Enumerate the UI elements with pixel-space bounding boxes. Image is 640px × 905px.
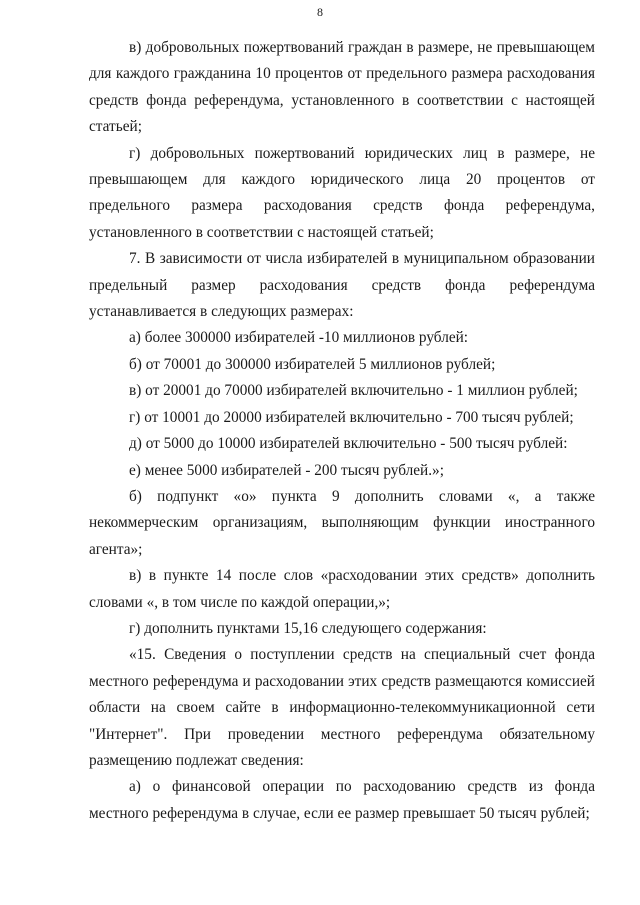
paragraph-subitem-v: в) в пункте 14 после слов «расходовании этих средств» дополнить словами «, в том числе по каждой операции,»; — [89, 567, 595, 611]
list-item-e: е) менее 5000 избирателей - 200 тысяч рублей.»; — [129, 461, 444, 479]
list-item-v: в) от 20001 до 70000 избирателей включительно - 1 миллион рублей; — [129, 382, 578, 400]
paragraph-subitem-b: б) подпункт «о» пункта 9 дополнить словами «, а также некоммерческим организациям, выполняющим функции иностранного агента»; — [89, 487, 595, 558]
list-item-b: б) от 70001 до 300000 избирателей 5 миллионов рублей; — [129, 355, 496, 373]
paragraph-donations-legal-entities: г) добровольных пожертвований юридических лиц в размере, не превышающем для каждого юридического лица 20 процентов от предельного размера расходования средств фонда референдума, установленного в соответствии с настоящей статьей; — [89, 144, 595, 241]
paragraph-item-15-a: а) о финансовой операции по расходованию средств из фонда местного референдума в случае, если ее размер превышает 50 тысяч рублей; — [89, 778, 595, 822]
list-item-d: д) от 5000 до 10000 избирателей включительно - 500 тысяч рублей: — [129, 435, 568, 453]
page-number: 8 — [317, 5, 323, 19]
paragraph-subitem-g: г) дополнить пунктами 15,16 следующего содержания: — [129, 619, 487, 637]
list-item-g: г) от 10001 до 20000 избирателей включительно - 700 тысяч рублей; — [129, 408, 574, 426]
paragraph-item-7: 7. В зависимости от числа избирателей в муниципальном образовании предельный размер расходования средств фонда референдума устанавливается в следующих размерах: — [89, 250, 595, 321]
paragraph-donations-citizens: в) добровольных пожертвований граждан в размере, не превышающем для каждого гражданина 10 процентов от предельного размера расходования средств фонда референдума, установленного в соответствии с настоящей статьей; — [89, 39, 595, 136]
document-body — [89, 35, 595, 827]
list-item-a: а) более 300000 избирателей -10 миллионов рублей: — [129, 329, 469, 347]
paragraph-item-15: «15. Сведения о поступлении средств на специальный счет фонда местного референдума и расходовании этих средств размещаются комиссией области на своем сайте в информационно-телекоммуникационной сети "Интернет". При проведении местного референдума обязательному размещению подлежат сведения: — [89, 646, 595, 769]
